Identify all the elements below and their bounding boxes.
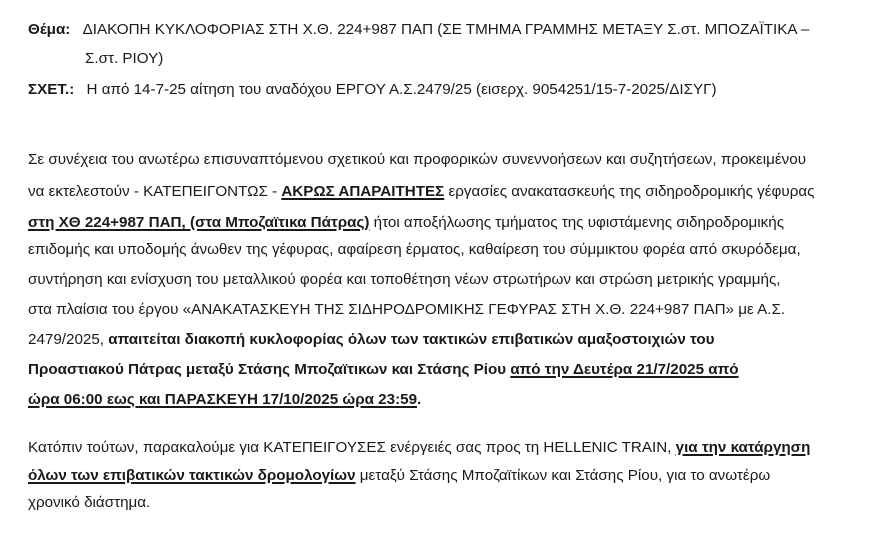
p1-text: να εκτελεστούν - ΚΑΤΕΠΕΙΓΟΝΤΩΣ -	[28, 183, 282, 200]
p1-line-3	[28, 213, 784, 233]
p1-line-5: συντήρηση και ενίσχυση του μεταλλικού φορέα και τοποθέτηση νέων στρωτήρων και στρώση μετρικής γραμμής,	[28, 271, 781, 288]
reference-label: ΣΧΕΤ.:	[28, 81, 75, 98]
p1-emphasis: ΑΚΡΩΣ ΑΠΑΡΑΙΤΗΤΕΣ	[281, 183, 445, 200]
p1-date-range: ώρα 06:00 εως και ΠΑΡΑΣΚΕΥΗ 17/10/2025 ώρα 23:59	[28, 391, 418, 408]
p1-line-7	[28, 330, 715, 350]
p2-line-2	[28, 466, 770, 486]
p1-text: .	[417, 391, 422, 408]
p1-requirement: απαιτείται διακοπή κυκλοφορίας όλων των τακτικών επιβατικών αμαξοστοιχιών του	[108, 331, 715, 348]
subject-label: Θέμα:	[28, 21, 71, 38]
p2-text: μεταξύ Στάσης Μποζαϊτίκων και Στάσης Ρίου, για το ανωτέρω	[355, 467, 771, 484]
p1-line-2	[28, 182, 814, 202]
p1-line-1: Σε συνέχεια του ανωτέρω επισυναπτόμενου σχετικού και προφορικών συνεννοήσεων και συζητήσεων, προκειμένου	[28, 151, 807, 168]
subject-text: ΔΙΑΚΟΠΗ ΚΥΚΛΟΦΟΡΙΑΣ ΣΤΗ Χ.Θ. 224+987 ΠΑΠ (ΣΕ ΤΜΗΜΑ ΓΡΑΜΜΗΣ ΜΕΤΑΞΥ Σ.στ. ΜΠΟΖΑΪΤΙΚΑ –	[82, 21, 810, 38]
p2-text: Κατόπιν τούτων, παρακαλούμε για ΚΑΤΕΠΕΙΓΟΥΣΕΣ ενέργειές σας προς τη HELLENIC TRAIN,	[28, 439, 676, 456]
p1-line-9	[28, 390, 421, 410]
p1-line-4: επιδομής και υποδομής άνωθεν της γέφυρας, αφαίρεση έρματος, καθαίρεση του σύμμικτου φορέα από σκυρόδεμα,	[28, 241, 801, 258]
p1-location: στη ΧΘ 224+987 ΠΑΠ, (στα Μποζαϊτικα Πάτρας)	[28, 214, 370, 231]
subject-line-1	[28, 20, 809, 40]
subject-line-2: Σ.στ. ΡΙΟΥ)	[85, 50, 164, 67]
reference-line	[28, 80, 717, 100]
p2-request: για την κατάργηση	[675, 439, 811, 456]
p2-request: όλων των επιβατικών τακτικών δρομολογίων	[28, 467, 356, 484]
p1-date-range: από την Δευτέρα 21/7/2025 από	[510, 361, 739, 378]
p2-line-3: χρονικό διάστημα.	[28, 494, 151, 511]
p1-text: 2479/2025,	[28, 331, 109, 348]
reference-text: Η από 14-7-25 αίτηση του αναδόχου ΕΡΓΟΥ Α.Σ.2479/25 (εισερχ. 9054251/15-7-2025/ΔΙΣΥΓ)	[86, 81, 717, 98]
p1-line-6: στα πλαίσια του έργου «ΑΝΑΚΑΤΑΣΚΕΥΗ ΤΗΣ ΣΙΔΗΡΟΔΡΟΜΙΚΗΣ ΓΕΦΥΡΑΣ ΣΤΗ Χ.Θ. 224+987 ΠΑΠ» με Α.Σ.	[28, 301, 786, 318]
p1-line-8	[28, 360, 739, 380]
p1-text: ήτοι αποξήλωσης τμήματος της υφιστάμενης σιδηροδρομικής	[369, 214, 785, 231]
p1-text: εργασίες ανακατασκευής της σιδηροδρομικής γέφυρας	[444, 183, 815, 200]
p1-requirement: Προαστιακού Πάτρας μεταξύ Στάσης Μποζαϊτικων και Στάσης Ρίου	[28, 361, 511, 378]
p2-line-1	[28, 438, 810, 458]
